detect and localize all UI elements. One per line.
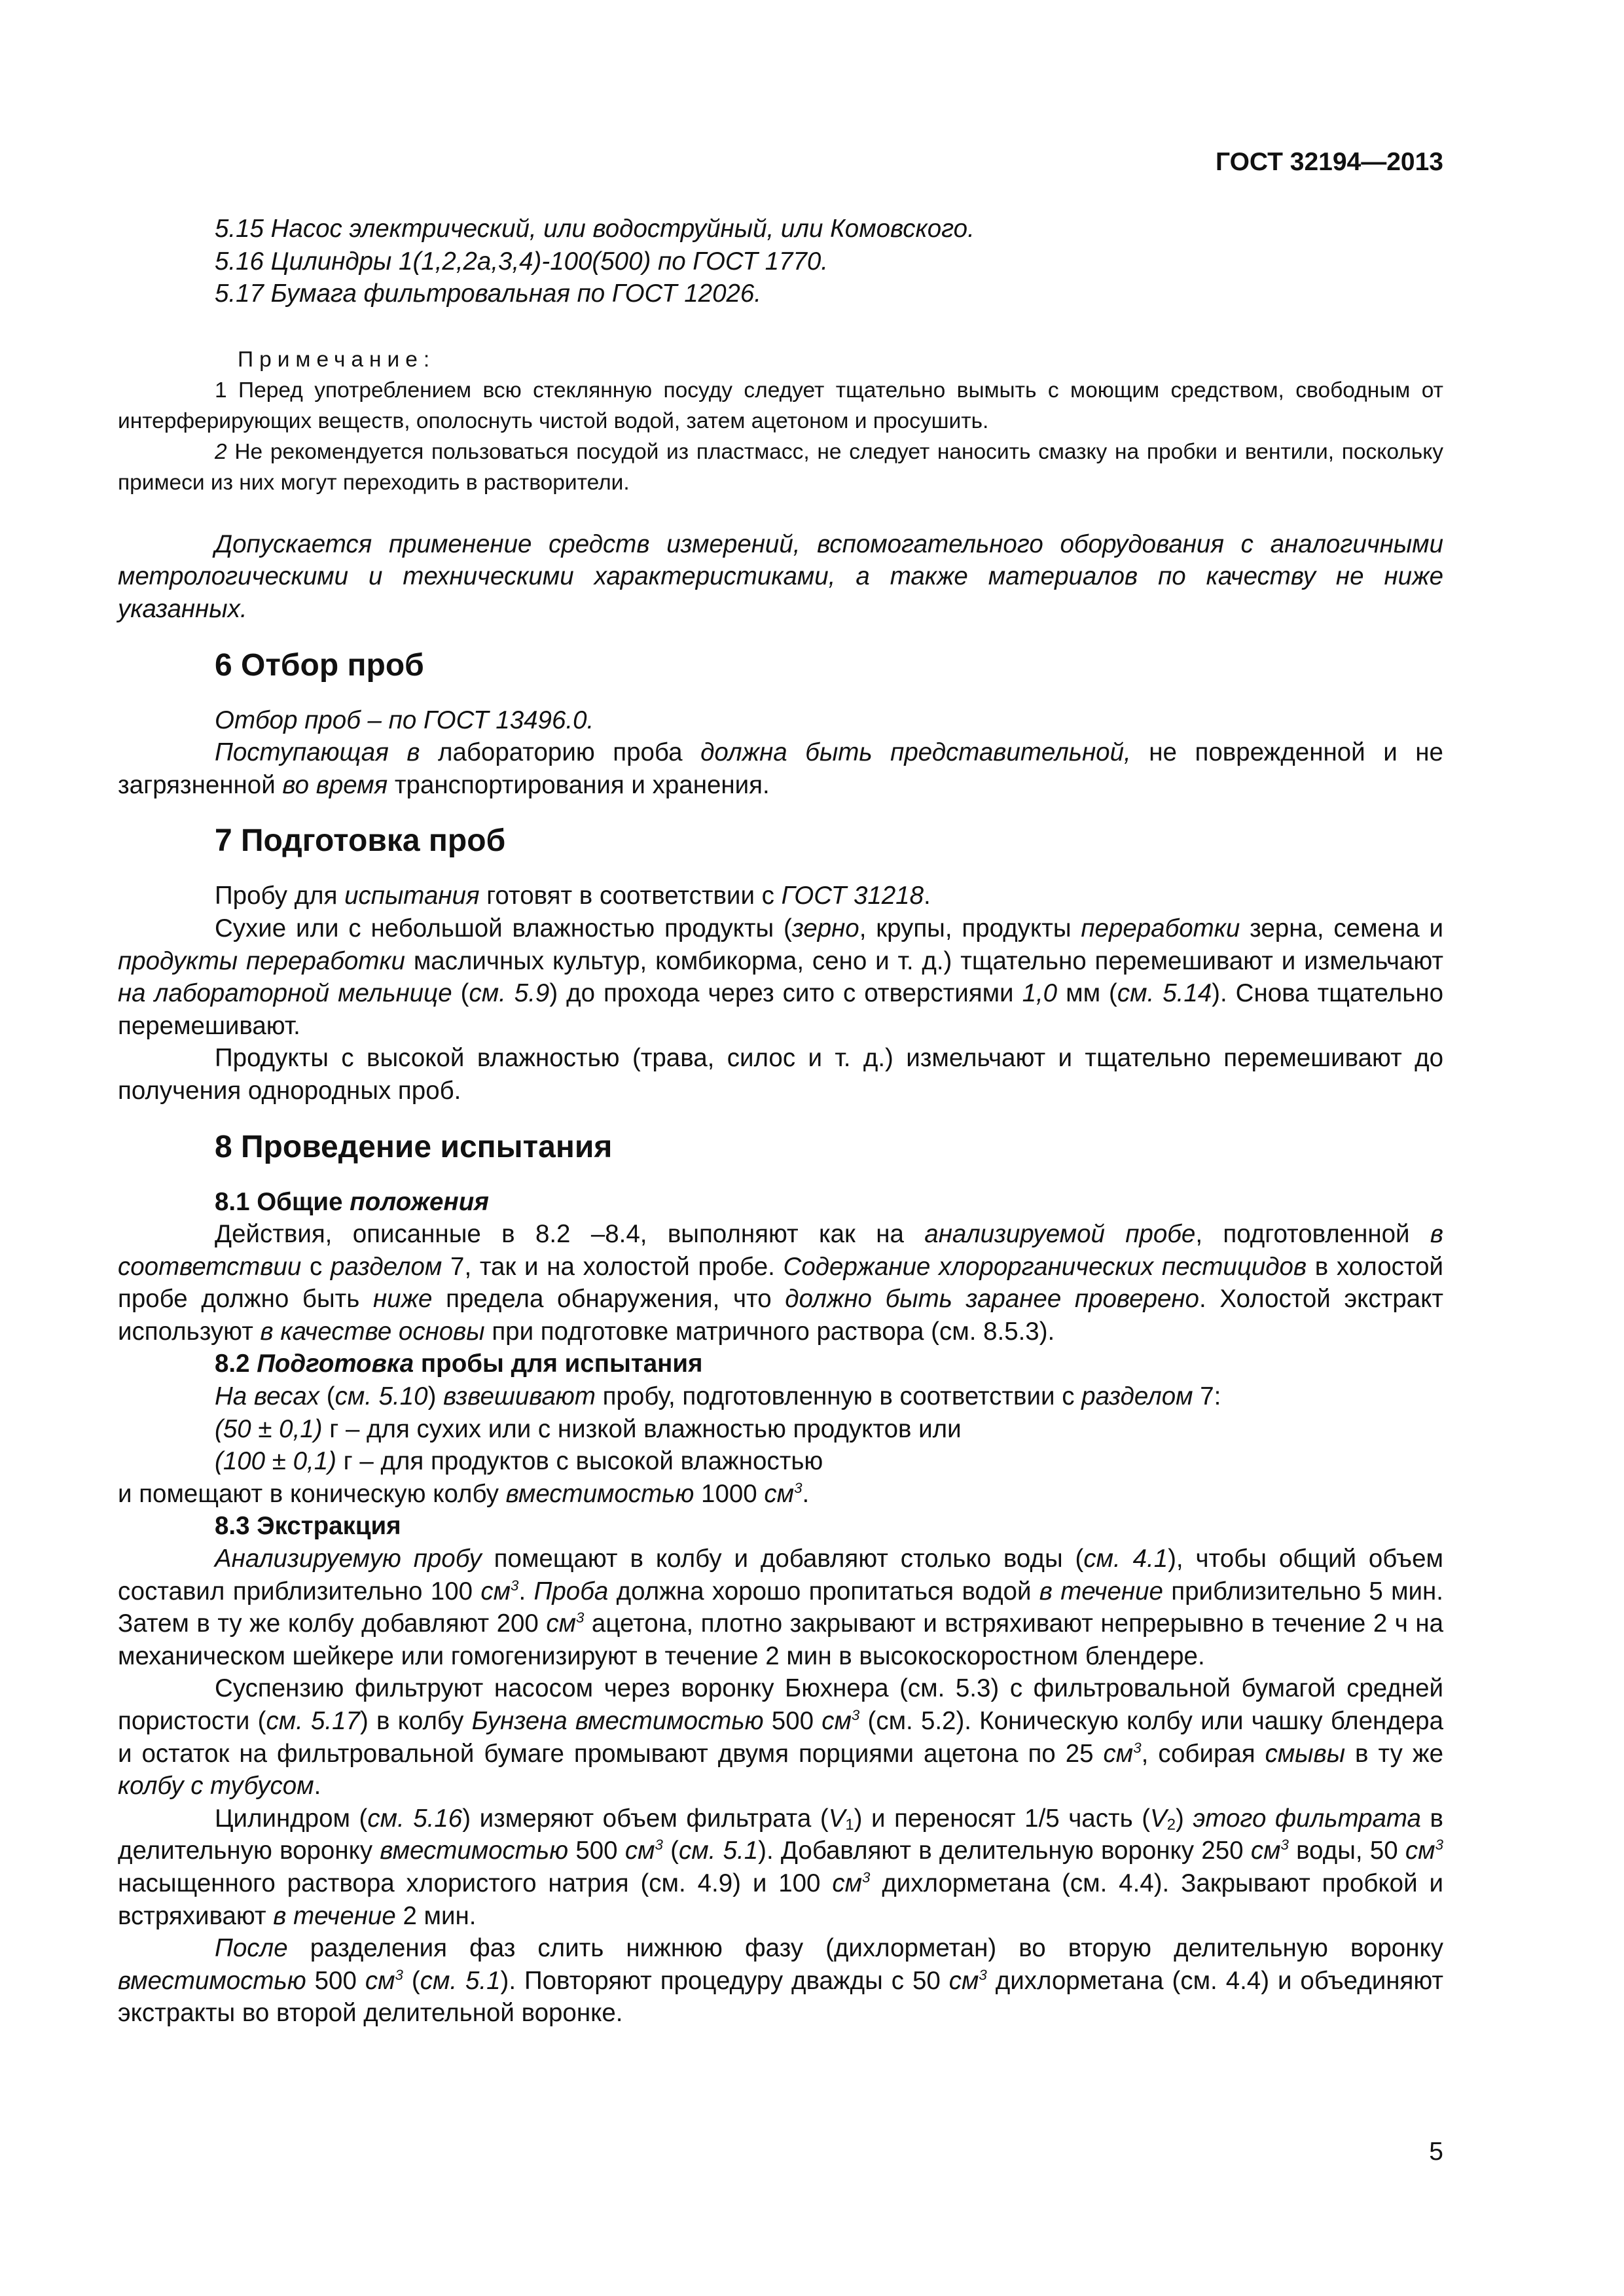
s7-paragraph-3: Продукты с высокой влажностью (трава, силос и т. д.) измельчают и тщательно перемешивают до получения однородных проб.: [118, 1044, 1443, 1105]
subsection-8-3-heading: 8.3 Экстракция: [215, 1512, 401, 1541]
s7-paragraph-2: Сухие или с небольшой влажностью продукты (зерно, крупы, продукты переработки зерна, семена и продукты переработки масличных культур, комбикорма, сено и т. д.) тщательно перемешивают и измельчают на лабораторной мельнице (см. 5.9) до прохода через сито с отверстиями 1,0 мм (см. 5.14). Снова тщательно перемешивают.: [118, 914, 1444, 1040]
subsection-8-1-heading: 8.1 Общие положения: [215, 1187, 489, 1216]
section-7-heading: 7 Подготовка проб: [215, 823, 506, 859]
s7-paragraph-1: Пробу для испытания готовят в соответствии с ГОСТ 31218.: [215, 882, 931, 910]
s8-2-flask: и помещают в коническую колбу вместимостью 1000 $см^3$.: [118, 1479, 810, 1508]
note-item-2: 2 Не рекомендуется пользоваться посудой из пластмасс, не следует наносить смазку на пробки и вентили, поскольку примеси из них могут переходить в растворители.: [118, 439, 1443, 495]
s8-3-paragraph-3: Цилиндром (см. 5.16) измеряют объем фильтрата $(V_1)$ и переносят 1/5 часть $(V_2)$ этого фильтрата в делительную воронку вместимостью 500 $см^3$ (см. 5.1). Добавляют в делительную воронку 250 $см^3$ воды, 50 $см^3$ насыщенного раствора хлористого натрия (см. 4.9) и 100 $см^3$ дихлорметана (см. 4.4). Закрывают пробкой и встряхивают в течение 2 мин.: [118, 1804, 1443, 1930]
s8-2-paragraph: На весах (см. 5.10) взвешивают пробу, подготовленную в соответствии с разделом 7:: [215, 1382, 1221, 1411]
s8-3-paragraph-1: Анализируемую пробу помещают в колбу и добавляют столько воды (см. 4.1), чтобы общий объем составил приблизительно 100 $см^3$. Проба должна хорошо пропитаться водой в течение приблизительно 5 мин. Затем в ту же колбу добавляют 200 $см^3$ ацетона, плотно закрывают и встряхивают непрерывно в течение 2 ч на механическом шейкере или гомогенизируют в течение 2 мин в высокоскоростном блендере.: [118, 1545, 1444, 1670]
s8-2-mass-wet: (100 ± 0,1) г – для продуктов с высокой влажностью: [215, 1447, 823, 1476]
item-5-15: 5.15 Насос электрический, или водоструйный, или Комовского.: [215, 215, 975, 243]
note-item-1: 1 Перед употреблением всю стеклянную посуду следует тщательно вымыть с моющим средством, свободным от интерферирующих веществ, ополоснуть чистой водой, затем ацетоном и просушить.: [118, 378, 1443, 433]
subsection-8-2-heading: 8.2 Подготовка пробы для испытания: [215, 1350, 703, 1378]
s6-paragraph-2: Поступающая в лабораторию проба должна быть представительной, не поврежденной и не загрязненной во время транспортирования и хранения.: [118, 738, 1443, 799]
document-header-id: ГОСТ 32194—2013: [1216, 148, 1443, 176]
note-title: Примечание:: [238, 347, 436, 372]
section-6-heading: 6 Отбор проб: [215, 647, 424, 683]
page-number: 5: [1429, 2138, 1443, 2166]
item-5-17: 5.17 Бумага фильтровальная по ГОСТ 12026.: [215, 279, 762, 308]
s8-3-paragraph-4: После разделения фаз слить нижнюю фазу (дихлорметан) во вторую делительную воронку вместимостью 500 $см^3$ (см. 5.1). Повторяют процедуру дважды с 50 $см^3$ дихлорметана (см. 4.4) и объединяют экстракты во второй делительной воронке.: [118, 1934, 1443, 2028]
item-5-16: 5.16 Цилиндры 1(1,2,2a,3,4)-100(500) по ГОСТ 1770.: [215, 247, 828, 276]
allowance-paragraph: Допускается применение средств измерений, вспомогательного оборудования с аналогичными метрологическими и техническими характеристиками, а также материалов по качеству не ниже указанных.: [118, 529, 1443, 623]
s8-2-mass-dry: (50 ± 0,1) г – для сухих или с низкой влажностью продуктов или: [215, 1414, 962, 1443]
page-body: [118, 213, 1443, 2030]
note-block: [118, 344, 1443, 498]
section-8-heading: 8 Проведение испытания: [215, 1129, 613, 1164]
s6-paragraph-1: Отбор проб – по ГОСТ 13496.0.: [215, 706, 594, 734]
s8-1-paragraph: Действия, описанные в 8.2 –8.4, выполняют как на анализируемой пробе, подготовленной в соответствии с разделом 7, так и на холостой пробе. Содержание хлорорганических пестицидов в холостой пробе должно быть ниже предела обнаружения, что должно быть заранее проверено. Холостой экстракт используют в качестве основы при подготовке матричного раствора (см. 8.5.3).: [118, 1220, 1443, 1346]
s8-3-paragraph-2: Суспензию фильтруют насосом через воронку Бюхнера (см. 5.3) с фильтровальной бумагой средней пористости (см. 5.17) в колбу Бунзена вместимостью 500 $см^3$ (см. 5.2). Коническую колбу или чашку блендера и остаток на фильтровальной бумаге промывают двумя порциями ацетона по 25 $см^3$, собирая смывы в ту же колбу с тубусом.: [118, 1674, 1443, 1801]
